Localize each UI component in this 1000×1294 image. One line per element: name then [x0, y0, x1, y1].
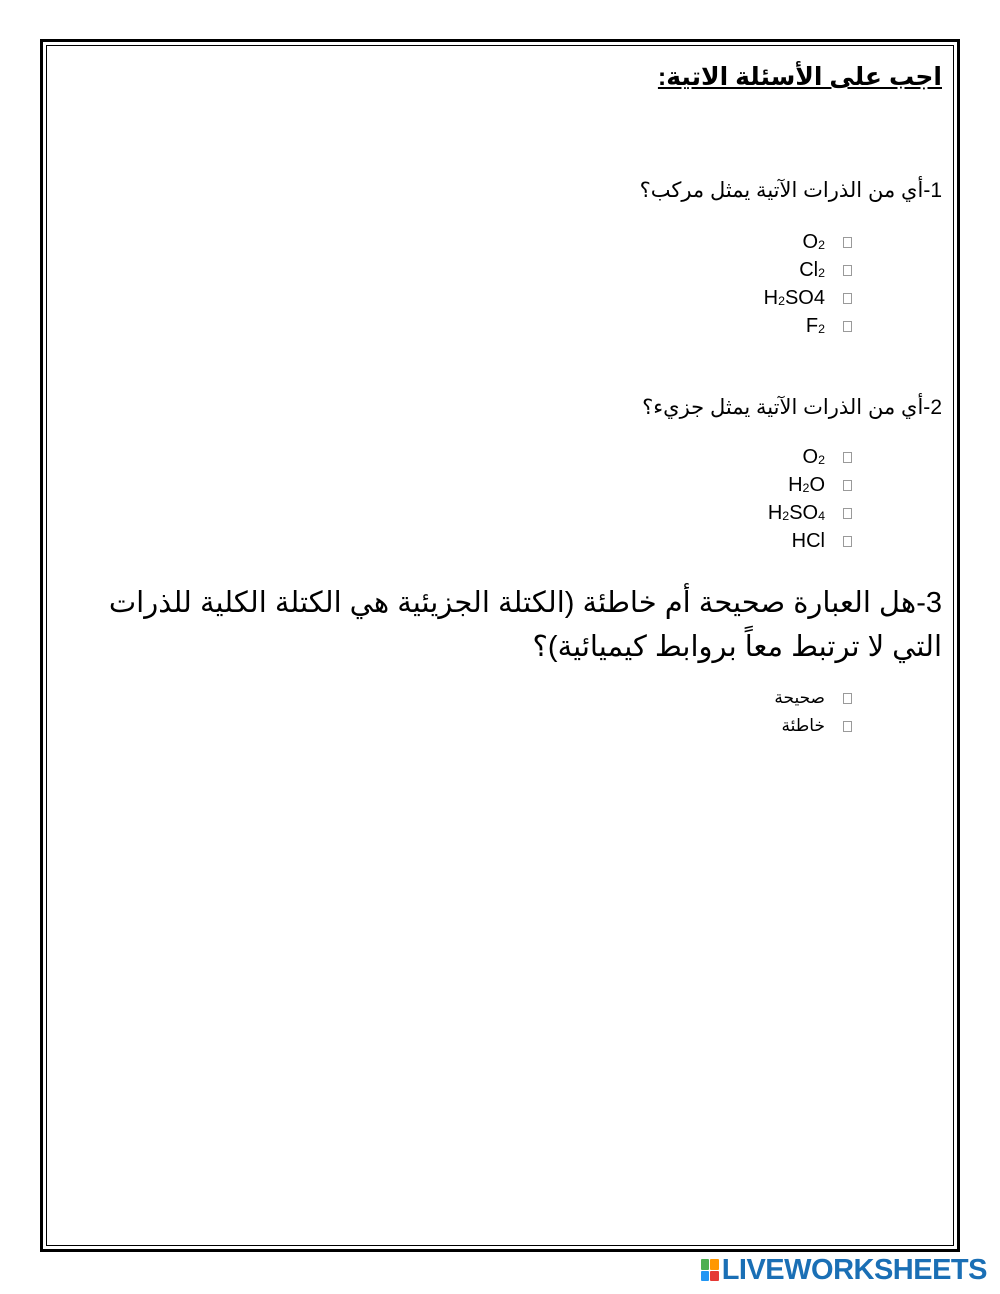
worksheet-heading: اجب على الأسئلة الاتية:	[657, 63, 942, 91]
option-label: خاطئة	[781, 716, 825, 735]
mark-square	[710, 1271, 719, 1282]
checkbox[interactable]	[843, 452, 852, 463]
mark-square	[701, 1271, 710, 1282]
question-1-options	[764, 228, 852, 340]
checkbox[interactable]	[843, 693, 852, 704]
question-2-option-1[interactable]	[768, 443, 852, 471]
question-1-option-1[interactable]	[764, 228, 852, 256]
question-3-option-true[interactable]	[774, 684, 852, 712]
question-2-option-4[interactable]	[768, 527, 852, 555]
question-3-text: 3-هل العبارة صحيحة أم خاطئة (الكتلة الجزيئية هي الكتلة الكلية للذرات التي لا ترتبط معاً بروابط كيميائية)؟	[108, 587, 942, 663]
mark-square	[710, 1259, 719, 1270]
brand-name: LIVEWORKSHEETS	[721, 1254, 987, 1286]
checkbox[interactable]	[843, 536, 852, 547]
question-1-option-2[interactable]	[764, 256, 852, 284]
checkbox[interactable]	[843, 293, 852, 304]
liveworksheets-mark-icon	[701, 1259, 719, 1281]
checkbox[interactable]	[843, 508, 852, 519]
option-label: $O_2$	[802, 445, 825, 468]
question-1-option-3[interactable]	[764, 284, 852, 312]
option-label: $Cl_2$	[799, 258, 825, 281]
question-2-option-2[interactable]	[768, 471, 852, 499]
question-1-option-4[interactable]	[764, 312, 852, 340]
checkbox[interactable]	[843, 265, 852, 276]
checkbox[interactable]	[843, 480, 852, 491]
checkbox[interactable]	[843, 721, 852, 732]
checkbox[interactable]	[843, 321, 852, 332]
option-label: $O_2$	[802, 230, 825, 253]
question-2-options	[768, 443, 852, 555]
option-label: $H_2O$	[788, 473, 825, 496]
checkbox[interactable]	[843, 237, 852, 248]
liveworksheets-logo[interactable]	[701, 1256, 987, 1284]
option-label: صحيحة	[774, 688, 825, 707]
option-label: $H_2SO4$	[763, 286, 825, 309]
question-1-text: 1-أي من الذرات الآتية يمثل مركب؟	[639, 179, 942, 202]
option-label: $H_2SO_4$	[767, 501, 825, 524]
option-label: $F_2$	[805, 314, 825, 337]
option-label: HCl	[791, 529, 825, 552]
mark-square	[701, 1259, 710, 1270]
question-2-text: 2-أي من الذرات الآتية يمثل جزيء؟	[642, 396, 942, 419]
question-3-option-false[interactable]	[774, 712, 852, 740]
question-2-option-3[interactable]	[768, 499, 852, 527]
question-3-options	[774, 684, 852, 740]
